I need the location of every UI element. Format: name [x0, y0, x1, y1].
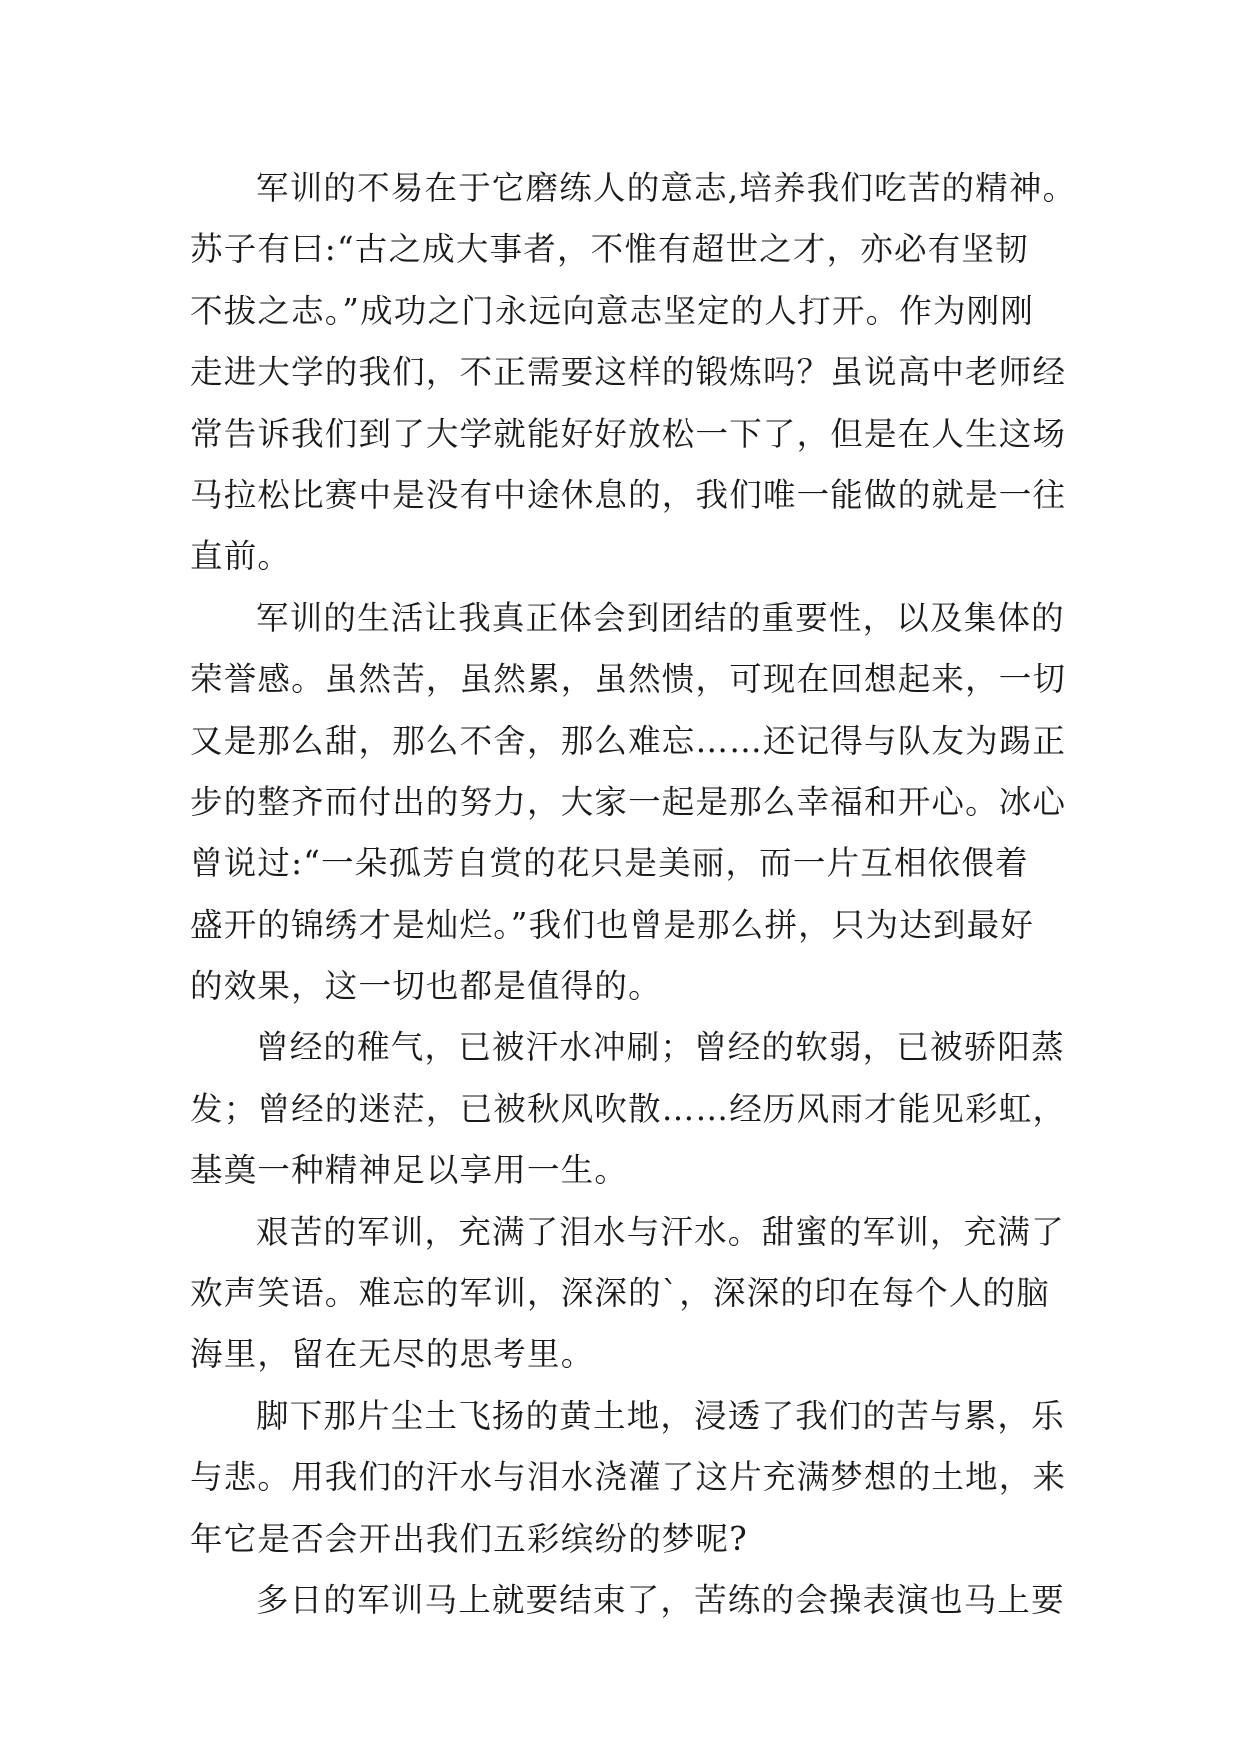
paragraph-1-line-4: 走进大学的我们，不正需要这样的锻炼吗？虽说高中老师经 [190, 353, 1067, 392]
paragraph-1-line-5: 常告诉我们到了大学就能好好放松一下了，但是在人生这场 [190, 414, 1067, 453]
paragraph-1-line-1: 军训的不易在于它磨练人的意志,培养我们吃苦的精神。 [256, 169, 1077, 207]
paragraph-2-line-2: 荣誉感。虽然苦，虽然累，虽然愦，可现在回想起来，一切 [190, 660, 1067, 699]
paragraph-1-line-2: 苏子有曰:“古之成大事者，不惟有超世之才，亦必有坚韧 [190, 230, 1029, 269]
paragraph-1-line-6: 马拉松比赛中是没有中途休息的，我们唯一能做的就是一往 [190, 475, 1067, 514]
paragraph-4-line-2: 欢声笑语。难忘的军训，深深的`，深深的印在每个人的脑 [190, 1274, 1050, 1313]
paragraph-2-line-7: 的效果，这一切也都是值得的。 [190, 967, 662, 1006]
paragraph-4-line-1: 艰苦的军训，充满了泪水与汗水。甜蜜的军训，充满了 [256, 1212, 1065, 1251]
paragraph-2-line-3: 又是那么甜，那么不舍，那么难忘……还记得与队友为踢正 [190, 721, 1067, 760]
paragraph-6-line-1: 多日的军训马上就要结束了，苦练的会操表演也马上要 [256, 1580, 1065, 1619]
paragraph-2-line-4: 步的整齐而付出的努力，大家一起是那么幸福和开心。冰心 [190, 782, 1067, 821]
paragraph-5-line-2: 与悲。用我们的汗水与泪水浇灌了这片充满梦想的土地，来 [190, 1458, 1067, 1497]
paragraph-5-line-1: 脚下那片尘土飞扬的黄土地，浸透了我们的苦与累，乐 [256, 1396, 1065, 1435]
paragraph-3-line-3: 基奠一种精神足以享用一生。 [190, 1151, 629, 1190]
paragraph-3-line-2: 发；曾经的迷茫，已被秋风吹散……经历风雨才能见彩虹， [190, 1089, 1067, 1128]
paragraph-3-line-1: 曾经的稚气，已被汗水冲刷；曾经的软弱，已被骄阳蒸 [256, 1028, 1065, 1067]
paragraph-2-line-6: 盛开的锦绣才是灿烂。”我们也曾是那么拼，只为达到最好 [190, 905, 1035, 944]
paragraph-1-line-7: 直前。 [190, 537, 292, 576]
document-body [190, 158, 1080, 1631]
paragraph-4-line-3: 海里，留在无尽的思考里。 [190, 1335, 595, 1374]
paragraph-2-line-1: 军训的生活让我真正体会到团结的重要性，以及集体的 [256, 598, 1065, 637]
paragraph-1-line-3: 不拔之志。”成功之门永远向意志坚定的人打开。作为刚刚 [190, 291, 1035, 330]
paragraph-5-line-3: 年它是否会开出我们五彩缤纷的梦呢? [190, 1519, 748, 1558]
paragraph-2-line-5: 曾说过:“一朵孤芳自赏的花只是美丽，而一片互相依偎着 [190, 844, 1029, 883]
